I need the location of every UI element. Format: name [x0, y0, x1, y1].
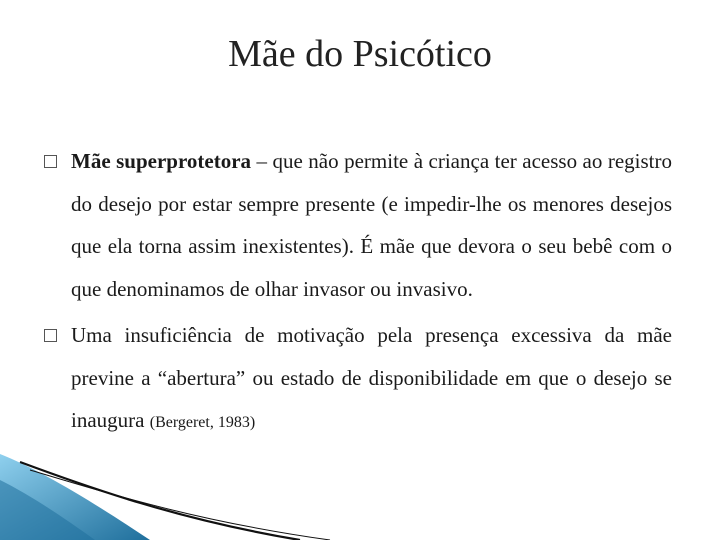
swoosh-dark-shape: [0, 480, 95, 540]
slide-content: [44, 140, 672, 449]
decorative-corner-swoosh: [0, 450, 360, 540]
bullet-body-text: – que não permite à criança ter acesso ao registro do desejo por estar sempre presente (e impedir-lhe os menores desejos que ela torna assim inexistentes). É mãe que devora o seu bebê com o que denominamos de olhar invasor ou invasivo.: [71, 149, 672, 301]
bullet-body-text: Uma insuficiência de motivação pela presença excessiva da mãe previne a “abertura” ou estado de disponibilidade em que o desejo se inaugura: [71, 323, 672, 432]
citation-text: (Bergeret, 1983): [149, 414, 256, 431]
swoosh-fill-shape: [0, 454, 150, 540]
swoosh-stripe: [20, 462, 300, 540]
bullet-item-1: [44, 140, 672, 310]
bullet-lead-text: Mãe superprotetora: [71, 149, 252, 173]
checkbox-bullet-icon: [44, 155, 57, 168]
slide-title: Mãe do Psicótico: [228, 33, 492, 75]
checkbox-bullet-icon: [44, 329, 57, 342]
bullet-item-2: [44, 314, 672, 445]
swoosh-stripe-thin: [30, 470, 330, 540]
